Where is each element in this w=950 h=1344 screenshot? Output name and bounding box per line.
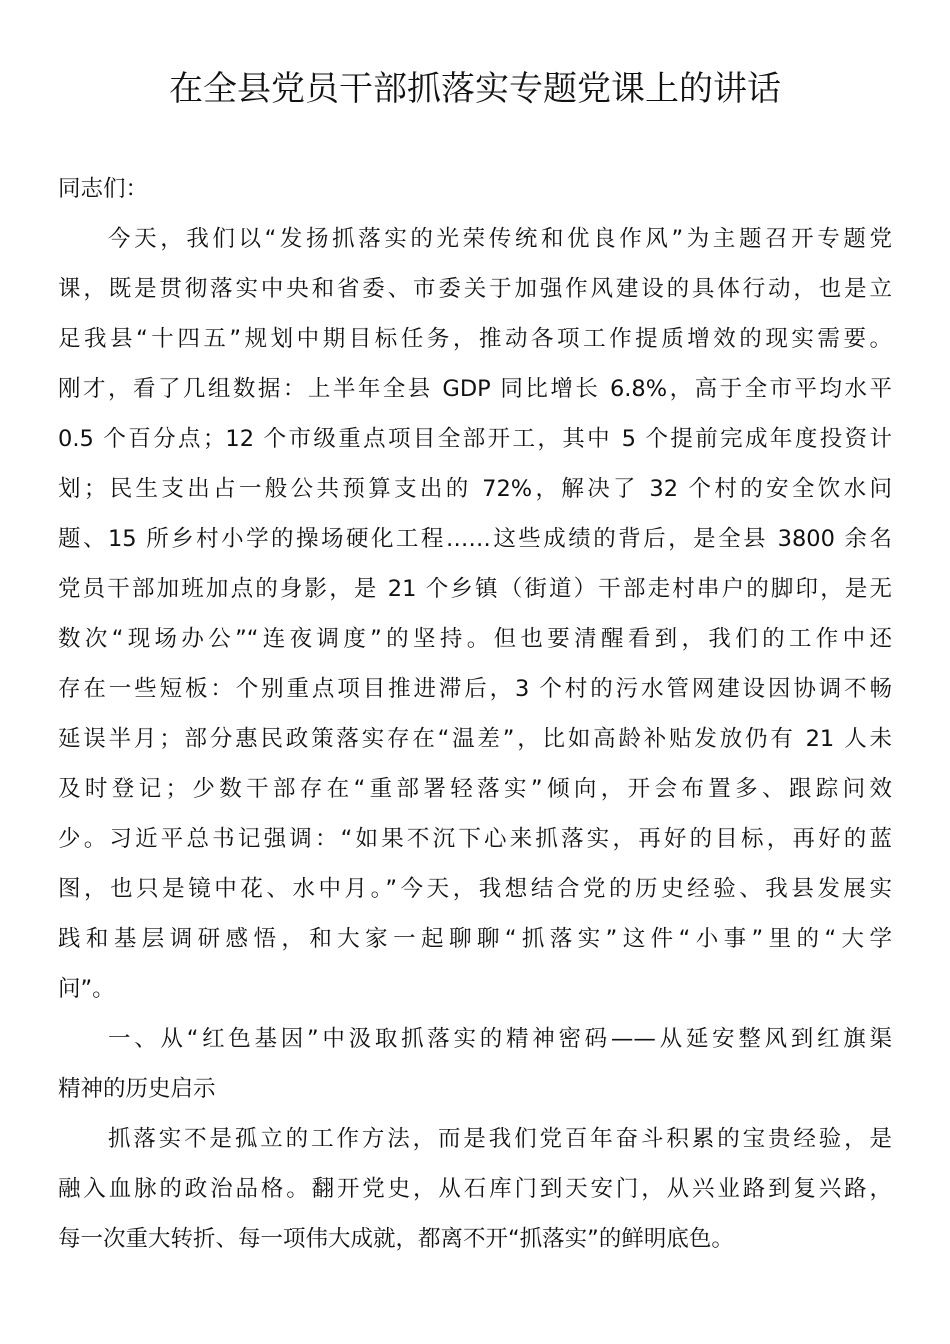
paragraph-line: 课，既是贯彻落实中央和省委、市委关于加强作风建设的具体行动，也是立	[58, 276, 892, 302]
paragraph-line: 每一次重大转折、每一项伟大成就，都离不开“抓落实”的鲜明底色。	[58, 1226, 734, 1252]
heading-line: 一、从“红色基因”中汲取抓落实的精神密码——从延安整风到红旗渠	[108, 1026, 892, 1052]
paragraph-line: 少。习近平总书记强调：“如果不沉下心来抓落实，再好的目标，再好的蓝	[58, 826, 892, 852]
section-heading-1	[58, 1014, 898, 1114]
document-title: 在全县党员干部抓落实专题党课上的讲话	[169, 69, 781, 109]
paragraph-line: 抓落实不是孤立的工作方法，而是我们党百年奋斗积累的宝贵经验，是	[108, 1126, 892, 1152]
paragraph-section-1	[58, 1114, 898, 1264]
paragraph-line: 融入血脉的政治品格。翻开党史，从石库门到天安门，从兴业路到复兴路，	[58, 1176, 892, 1202]
paragraph-line: 党员干部加班加点的身影，是 21 个乡镇（街道）干部走村串户的脚印，是无	[58, 576, 892, 602]
document-body	[58, 164, 898, 1264]
paragraph-line: 及时登记；少数干部存在“重部署轻落实”倾向，开会布置多、跟踪问效	[58, 776, 892, 802]
paragraph-line: 图，也只是镜中花、水中月。”今天，我想结合党的历史经验、我县发展实	[58, 876, 892, 902]
paragraph-line: 0.5 个百分点；12 个市级重点项目全部开工，其中 5 个提前完成年度投资计	[58, 426, 892, 452]
salutation: 同志们：	[58, 176, 149, 202]
paragraph-line: 存在一些短板：个别重点项目推进滞后，3 个村的污水管网建设因协调不畅	[58, 676, 892, 702]
paragraph-line: 足我县“十四五”规划中期目标任务，推动各项工作提质增效的现实需要。	[58, 326, 892, 352]
paragraph-line: 刚才，看了几组数据：上半年全县 GDP 同比增长 6.8%，高于全市平均水平	[58, 376, 892, 402]
heading-line: 精神的历史启示	[58, 1076, 216, 1102]
paragraph-line: 今天，我们以“发扬抓落实的光荣传统和优良作风”为主题召开专题党	[108, 226, 892, 252]
paragraph-line: 数次“现场办公”“连夜调度”的坚持。但也要清醒看到，我们的工作中还	[58, 626, 892, 652]
paragraph-line: 划；民生支出占一般公共预算支出的 72%，解决了 32 个村的安全饮水问	[58, 476, 892, 502]
paragraph-line: 问”。	[58, 976, 115, 1002]
paragraph-line: 延误半月；部分惠民政策落实存在“温差”，比如高龄补贴发放仍有 21 人未	[58, 726, 892, 752]
paragraph-intro	[58, 214, 898, 1014]
paragraph-line: 题、15 所乡村小学的操场硬化工程……这些成绩的背后，是全县 3800 余名	[58, 526, 892, 552]
paragraph-line: 践和基层调研感悟，和大家一起聊聊“抓落实”这件“小事”里的“大学	[58, 926, 892, 952]
